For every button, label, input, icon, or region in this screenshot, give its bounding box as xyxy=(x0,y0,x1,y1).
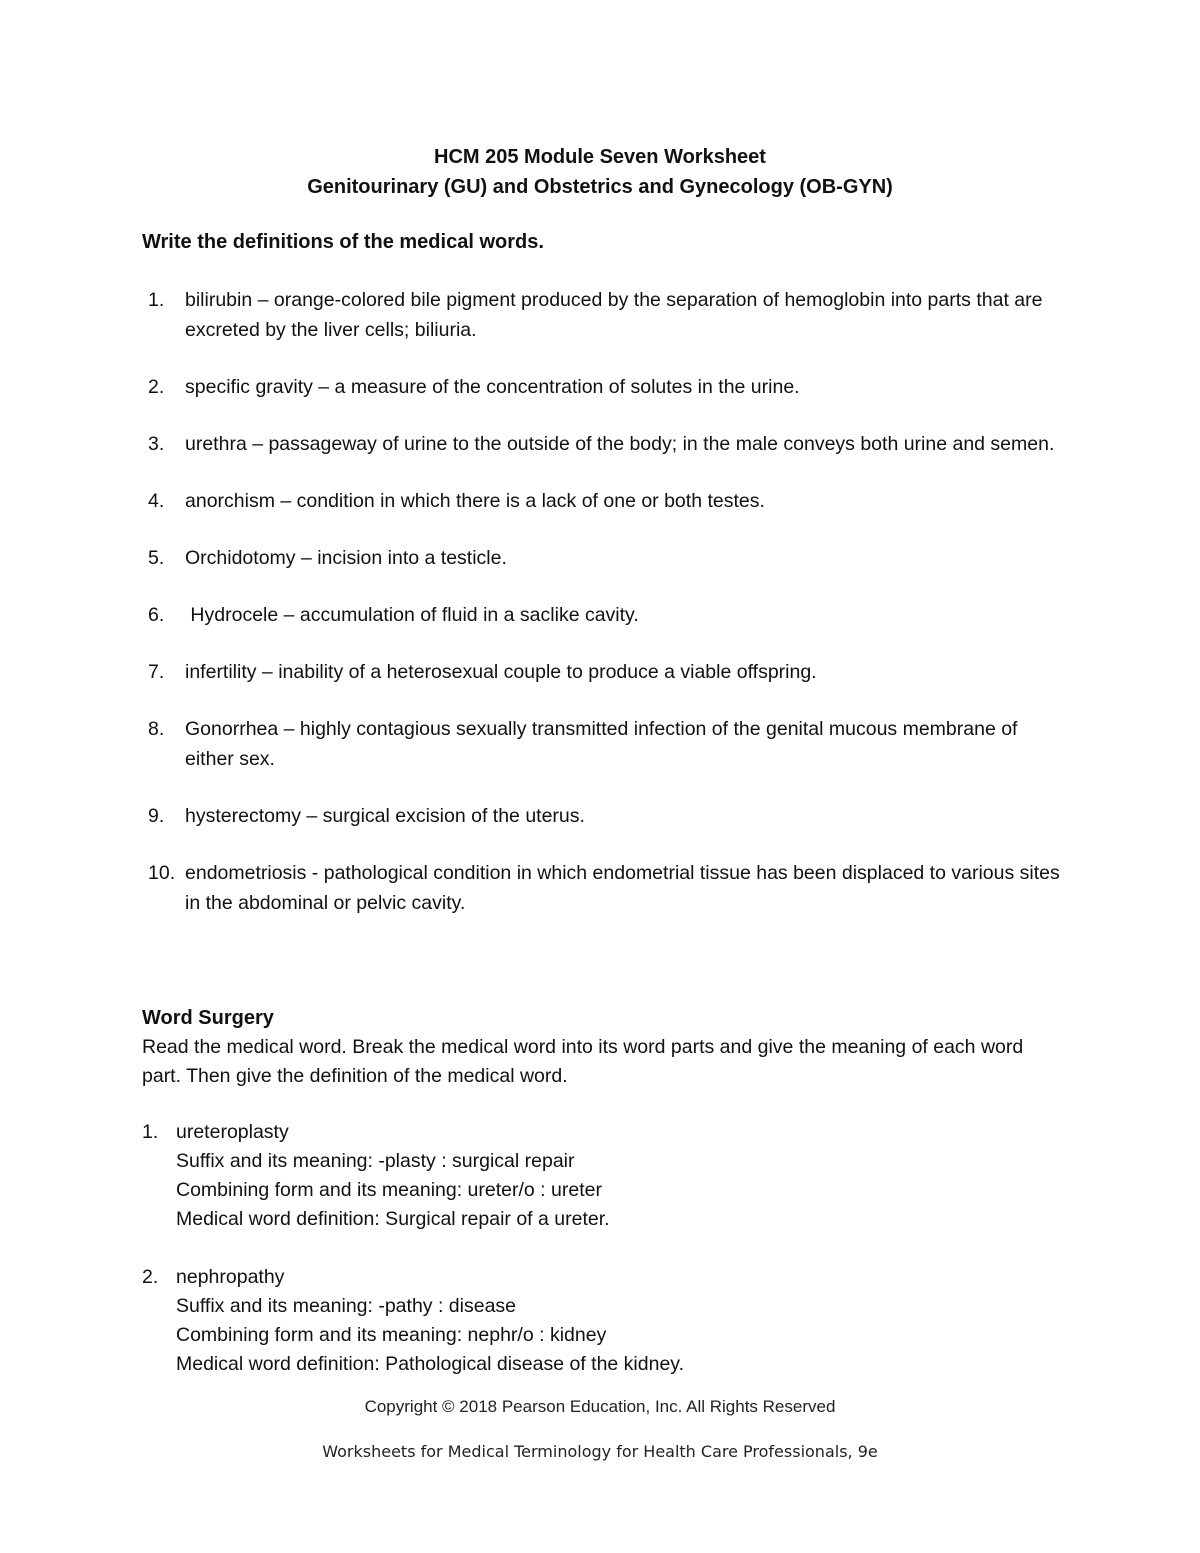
item-number: 4. xyxy=(148,490,165,512)
list-item xyxy=(142,372,1062,402)
item-number: 9. xyxy=(148,805,165,827)
item-text: infertility – inability of a heterosexual couple to produce a viable offspring. xyxy=(185,661,817,683)
list-item xyxy=(142,1263,1062,1379)
item-number: 5. xyxy=(148,547,165,569)
page-subtitle: Genitourinary (GU) and Obstetrics and Gynecology (OB-GYN) xyxy=(307,176,893,198)
item-text: bilirubin – orange-colored bile pigment produced by the separation of hemoglobin into parts that are excreted by the liver cells; biliuria. xyxy=(185,289,1043,341)
suffix-line: Suffix and its meaning: -plasty : surgical repair xyxy=(176,1150,575,1172)
item-number: 6. xyxy=(148,604,165,626)
item-text: specific gravity – a measure of the concentration of solutes in the urine. xyxy=(185,376,800,398)
combining-form-line: Combining form and its meaning: nephr/o : kidney xyxy=(176,1324,607,1346)
list-item xyxy=(142,285,1062,345)
item-text: anorchism – condition in which there is a lack of one or both testes. xyxy=(185,490,765,512)
item-text: hysterectomy – surgical excision of the uterus. xyxy=(185,805,585,827)
item-number: 8. xyxy=(148,718,165,740)
definition-line: Medical word definition: Surgical repair of a ureter. xyxy=(176,1208,610,1230)
medical-word: ureteroplasty xyxy=(176,1121,289,1143)
list-item xyxy=(142,801,1062,831)
item-text: urethra – passageway of urine to the outside of the body; in the male conveys both urine and semen. xyxy=(185,433,1055,455)
item-number: 2. xyxy=(142,1266,159,1288)
word-surgery-heading: Word Surgery xyxy=(142,1007,274,1029)
suffix-line: Suffix and its meaning: -pathy : disease xyxy=(176,1295,517,1317)
copyright-footer: Copyright © 2018 Pearson Education, Inc. All Rights Reserved xyxy=(364,1397,836,1416)
item-number: 3. xyxy=(148,433,165,455)
item-number: 7. xyxy=(148,661,165,683)
combining-form-line: Combining form and its meaning: ureter/o : ureter xyxy=(176,1179,602,1201)
list-item xyxy=(142,1118,1062,1234)
word-surgery-list xyxy=(142,1118,1062,1408)
item-text: Gonorrhea – highly contagious sexually transmitted infection of the genital mucous membrane of either sex. xyxy=(185,718,1018,770)
list-item xyxy=(142,429,1062,459)
item-number: 1. xyxy=(142,1121,159,1143)
list-item xyxy=(142,543,1062,573)
item-text: Orchidotomy – incision into a testicle. xyxy=(185,547,507,569)
item-number: 10. xyxy=(148,862,176,884)
item-number: 2. xyxy=(148,376,165,398)
definitions-instruction: Write the definitions of the medical words. xyxy=(142,231,544,253)
medical-word: nephropathy xyxy=(176,1266,285,1288)
book-title-footer: Worksheets for Medical Terminology for Health Care Professionals, 9e xyxy=(322,1442,878,1461)
definition-line: Medical word definition: Pathological disease of the kidney. xyxy=(176,1353,685,1375)
word-surgery-intro: Read the medical word. Break the medical word into its word parts and give the meaning of each word part. Then give the definition of the medical word. xyxy=(142,1036,1024,1087)
page-title: HCM 205 Module Seven Worksheet xyxy=(434,146,766,168)
list-item xyxy=(142,858,1062,918)
list-item xyxy=(142,600,1062,630)
list-item xyxy=(142,486,1062,516)
title-block xyxy=(0,142,1200,202)
item-text: endometriosis - pathological condition in which endometrial tissue has been displaced to various sites in the abdominal or pelvic cavity. xyxy=(185,862,1060,914)
definitions-list xyxy=(142,285,1062,945)
list-item xyxy=(142,714,1062,774)
item-number: 1. xyxy=(148,289,165,311)
list-item xyxy=(142,657,1062,687)
item-text: Hydrocele – accumulation of fluid in a saclike cavity. xyxy=(185,604,639,626)
